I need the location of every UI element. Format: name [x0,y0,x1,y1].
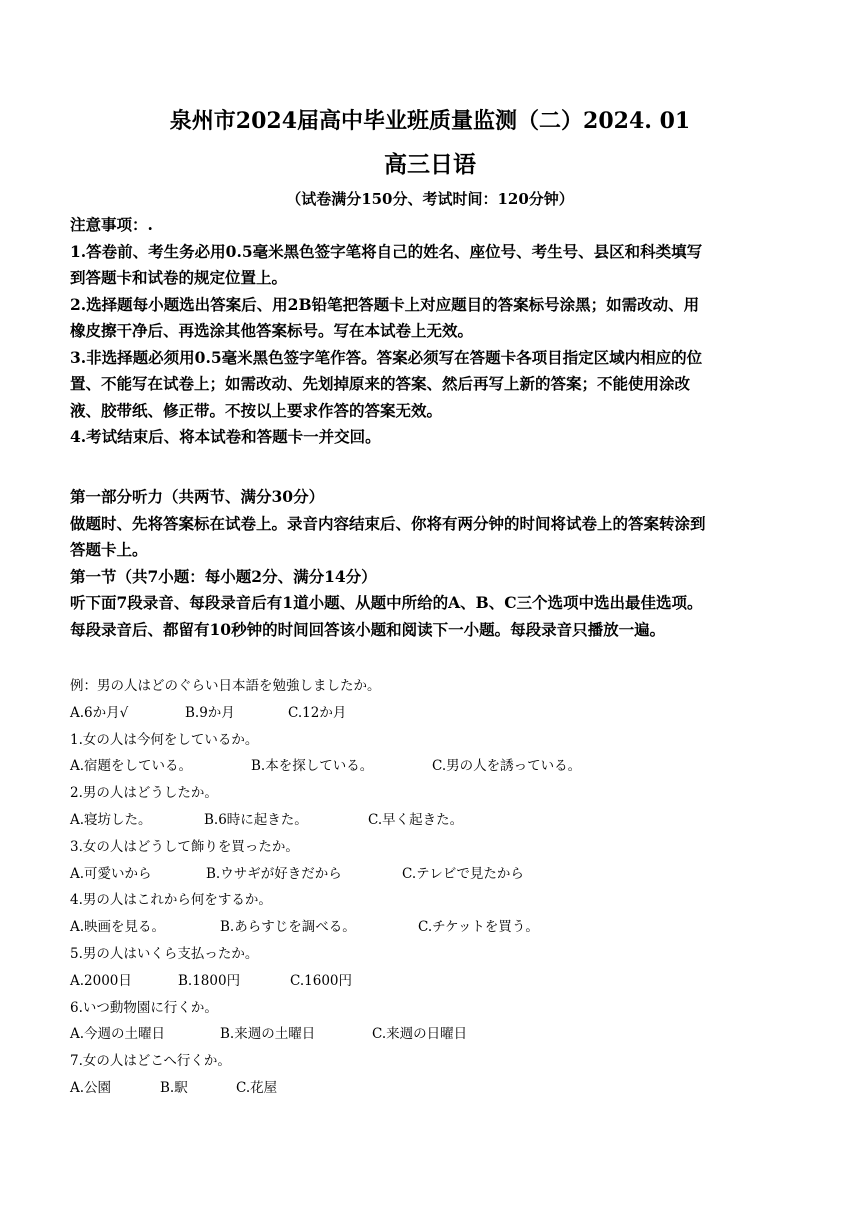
notes-line: 2.选择题每小题选出答案后、用2B铅笔把答题卡上对应题目的答案标号涂黑；如需改动、用 [70,294,700,314]
option-c: C.男の人を誘っている。 [432,758,582,775]
question-options [70,861,790,888]
question-text: 1.女の人は今何をしているか。 [70,731,259,748]
question-text: 6.いつ動物園に行くか。 [70,999,218,1016]
notes-line: 橡皮擦干净后、再选涂其他答案标号。写在本试卷上无效。 [70,321,474,340]
notes-line: 置、不能写在试卷上；如需改动、先划掉原来的答案、然后再写上新的答案；不能使用涂改 [70,374,691,393]
option-c: C.テレビで見たから [402,865,524,882]
notes-line: 3.非选择题必须用0.5毫米黑色签字笔作答。答案必须写在答题卡各项目指定区域内相应的位 [70,347,703,367]
option-c: C.花屋 [236,1079,278,1096]
notes-line: 4.考试结束后、将本试卷和答题卡一并交回。 [70,427,381,446]
option-a: A.6か月√ [70,704,129,721]
part-intro: 答题卡上。 [70,540,148,559]
question-text: 7.女の人はどこへ行くか。 [70,1053,231,1070]
option-a: A.公園 [70,1079,112,1096]
exam-title: 泉州市2024届高中毕业班质量监测（二）2024. 01 [169,108,691,134]
option-b: B.6時に起きた。 [204,811,308,828]
example-question: 例：男の人はどのぐらい日本語を勉強しましたか。 [70,678,381,694]
option-b: B.あらすじを調べる。 [220,919,356,936]
example-options [70,700,790,727]
option-b: B.駅 [160,1079,188,1096]
question-options [70,807,790,834]
option-c: C.チケットを買う。 [418,919,539,936]
notes-line: 1.答卷前、考生务必用0.5毫米黑色签字笔将自己的姓名、座位号、考生号、县区和科类填写 [70,241,703,261]
section-instructions: 每段录音后、都留有10秒钟的时间回答该小题和阅读下一小题。每段录音只播放一遍。 [70,619,666,639]
option-c: C.早く起きた。 [368,811,464,828]
question-options [70,914,790,941]
question-options [70,968,790,995]
question-list [70,673,790,1102]
option-b: B.来週の土曜日 [220,1026,316,1043]
option-a: A.寝坊した。 [70,811,152,828]
option-b: B.9か月 [185,704,235,721]
option-b: B.ウサギが好きだから [206,865,342,882]
option-c: C.12か月 [288,704,347,721]
listening-section [70,484,790,643]
notes-heading: 注意事项：. [70,215,153,234]
part-intro: 做题时、先将答案标在试卷上。录音内容结束后、你将有两分钟的时间将试卷上的答案转涂到 [70,513,706,533]
question-options [70,1075,790,1102]
question-options [70,1021,790,1048]
question-text: 3.女の人はどうして飾りを買ったか。 [70,838,299,855]
option-c: C.1600円 [290,972,352,989]
option-a: A.可愛いから [70,865,152,882]
option-b: B.本を探している。 [251,758,374,775]
notes-section [70,212,790,451]
option-a: A.2000日 [70,972,132,989]
question-text: 2.男の人はどうしたか。 [70,785,218,802]
question-options [70,753,790,780]
option-a: A.宿題をしている。 [70,758,193,775]
section-instructions: 听下面7段录音、每段录音后有1道小题、从题中所给的A、B、C三个选项中选出最佳选项。 [70,593,703,612]
exam-info: （试卷满分150分、考试时间：120分钟） [286,190,574,208]
exam-subtitle: 高三日语 [384,151,476,178]
question-text: 5.男の人はいくら支払ったか。 [70,945,259,962]
section-heading: 第一节（共7小题：每小题2分、满分14分） [70,566,377,586]
question-text: 4.男の人はこれから何をするか。 [70,892,272,909]
notes-line: 液、胶带纸、修正带。不按以上要求作答的答案无效。 [70,400,443,420]
option-c: C.来週の日曜日 [372,1026,468,1043]
part-heading: 第一部分听力（共两节、满分30分） [70,487,325,506]
notes-line: 到答题卡和试卷的规定位置上。 [70,268,288,287]
option-b: B.1800円 [178,972,241,989]
option-a: A.今週の土曜日 [70,1026,166,1043]
option-a: A.映画を見る。 [70,919,166,936]
